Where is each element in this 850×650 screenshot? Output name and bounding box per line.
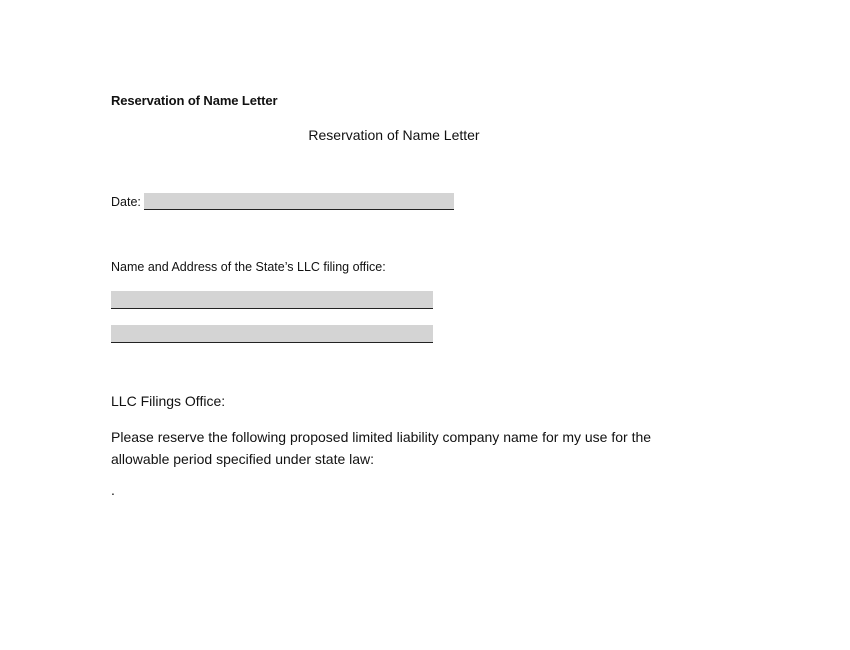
body-paragraph: Please reserve the following proposed limited liability company name for my use for the allowable period specified under state law: [111,429,652,467]
date-label: Date: [111,195,141,209]
date-row [111,192,454,210]
date-field[interactable] [144,193,454,210]
salutation: LLC Filings Office: [111,393,226,409]
address-line-1-field[interactable] [111,291,433,309]
trailing-text: . [111,482,115,498]
address-label: Name and Address of the State’s LLC filing office: [111,260,386,274]
document-heading: Reservation of Name Letter [111,93,278,108]
address-line-2-field[interactable] [111,325,433,343]
letter-title: Reservation of Name Letter [308,127,480,143]
